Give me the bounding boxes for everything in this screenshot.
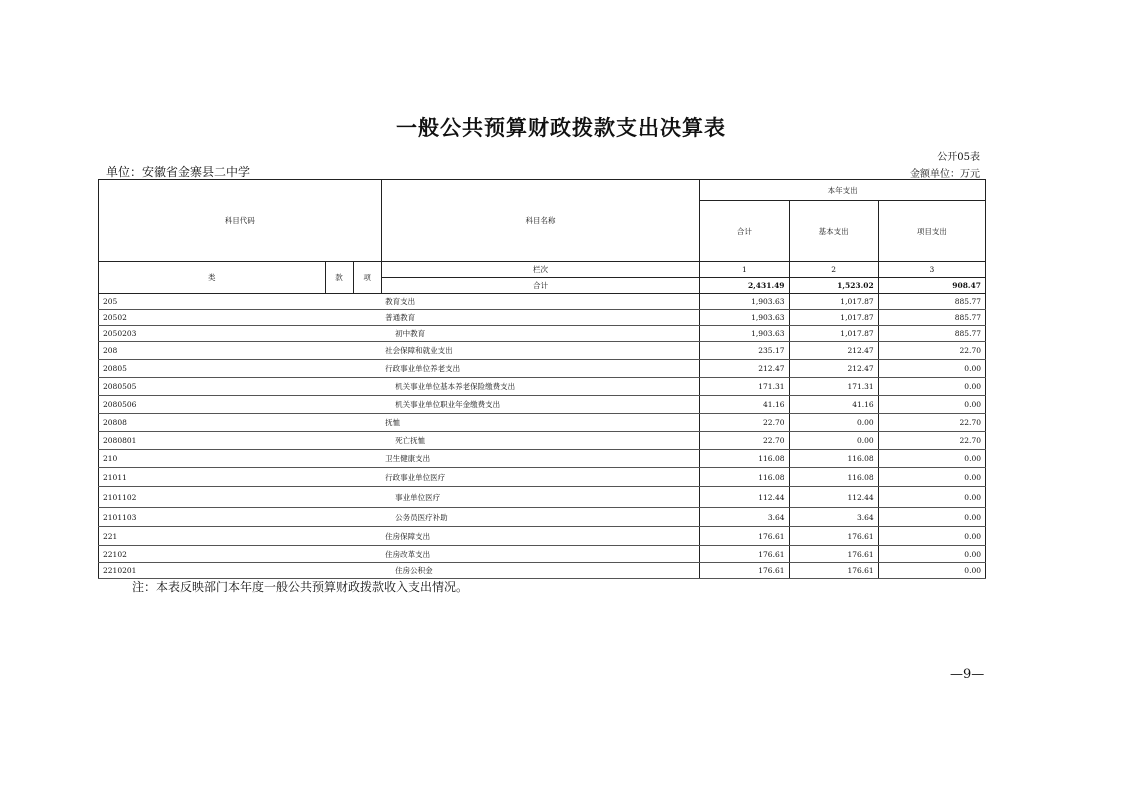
row-name: 死亡抚恤: [381, 432, 700, 450]
table-row: [99, 360, 986, 378]
row-basic: 116.08: [789, 450, 878, 468]
page-number: —9—: [950, 667, 985, 682]
row-basic: 112.44: [789, 487, 878, 508]
row-basic: 176.61: [789, 527, 878, 546]
form-number: 公开05表: [937, 152, 980, 163]
row-basic: 212.47: [789, 342, 878, 360]
row-project: 885.77: [878, 294, 985, 310]
row-total: 116.08: [700, 468, 789, 487]
header-project: 项目支出: [878, 201, 985, 262]
row-name: 机关事业单位职业年金缴费支出: [381, 396, 700, 414]
header-lei: 类: [99, 262, 326, 294]
col2-label: 2: [789, 262, 878, 278]
row-total: 22.70: [700, 414, 789, 432]
row-name: 住房保障支出: [381, 527, 700, 546]
row-name: 行政事业单位医疗: [381, 468, 700, 487]
row-project: 22.70: [878, 342, 985, 360]
row-basic: 0.00: [789, 432, 878, 450]
row-code: 2210201: [99, 563, 382, 579]
sum-label: 合计: [381, 278, 700, 294]
table-row: [99, 342, 986, 360]
table-row: [99, 414, 986, 432]
row-total: 235.17: [700, 342, 789, 360]
row-project: 22.70: [878, 432, 985, 450]
row-code: 22102: [99, 546, 382, 563]
row-code: 20502: [99, 310, 382, 326]
header-year-expense: 本年支出: [700, 180, 986, 201]
row-basic: 3.64: [789, 508, 878, 527]
row-code: 208: [99, 342, 382, 360]
row-basic: 1,017.87: [789, 294, 878, 310]
row-project: 0.00: [878, 508, 985, 527]
header-name: 科目名称: [381, 180, 700, 262]
row-name: 初中教育: [381, 326, 700, 342]
row-code: 2101103: [99, 508, 382, 527]
row-total: 112.44: [700, 487, 789, 508]
sum-project: 908.47: [878, 278, 985, 294]
table-row: [99, 432, 986, 450]
table-row: [99, 546, 986, 563]
row-name: 抚恤: [381, 414, 700, 432]
row-project: 0.00: [878, 563, 985, 579]
table-note: 注：本表反映部门本年度一般公共预算财政拨款收入支出情况。: [132, 580, 469, 594]
col1-label: 1: [700, 262, 789, 278]
row-code: 2080506: [99, 396, 382, 414]
row-project: 885.77: [878, 310, 985, 326]
row-name: 住房改革支出: [381, 546, 700, 563]
row-code: 210: [99, 450, 382, 468]
row-total: 171.31: [700, 378, 789, 396]
row-total: 1,903.63: [700, 310, 789, 326]
row-basic: 41.16: [789, 396, 878, 414]
row-total: 116.08: [700, 450, 789, 468]
row-total: 176.61: [700, 527, 789, 546]
page-title: 一般公共预算财政拨款支出决算表: [396, 115, 726, 140]
header-total: 合计: [700, 201, 789, 262]
row-code: 2080801: [99, 432, 382, 450]
table-row: [99, 396, 986, 414]
row-code: 2050203: [99, 326, 382, 342]
sum-total: 2,431.49: [700, 278, 789, 294]
row-project: 0.00: [878, 527, 985, 546]
row-project: 0.00: [878, 468, 985, 487]
row-name: 教育支出: [381, 294, 700, 310]
row-total: 1,903.63: [700, 294, 789, 310]
col3-label: 3: [878, 262, 985, 278]
sum-basic: 1,523.02: [789, 278, 878, 294]
row-code: 2101102: [99, 487, 382, 508]
row-name: 行政事业单位养老支出: [381, 360, 700, 378]
table-row: [99, 450, 986, 468]
table-row: [99, 563, 986, 579]
table-row: [99, 378, 986, 396]
row-name: 普通教育: [381, 310, 700, 326]
row-project: 0.00: [878, 450, 985, 468]
row-name: 机关事业单位基本养老保险缴费支出: [381, 378, 700, 396]
table-row: [99, 310, 986, 326]
row-basic: 1,017.87: [789, 310, 878, 326]
row-code: 2080505: [99, 378, 382, 396]
row-name: 社会保障和就业支出: [381, 342, 700, 360]
header-xiang: 项: [353, 262, 381, 294]
row-total: 22.70: [700, 432, 789, 450]
row-project: 885.77: [878, 326, 985, 342]
row-total: 41.16: [700, 396, 789, 414]
row-project: 0.00: [878, 487, 985, 508]
row-basic: 176.61: [789, 546, 878, 563]
table-row: [99, 326, 986, 342]
row-basic: 212.47: [789, 360, 878, 378]
row-total: 1,903.63: [700, 326, 789, 342]
table-body: [99, 294, 986, 579]
row-project: 0.00: [878, 360, 985, 378]
header-kuan: 款: [325, 262, 353, 294]
row-basic: 116.08: [789, 468, 878, 487]
header-basic: 基本支出: [789, 201, 878, 262]
row-name: 事业单位医疗: [381, 487, 700, 508]
expense-table: [98, 179, 986, 579]
unit-label: 单位：安徽省金寨县二中学: [106, 165, 251, 179]
row-name: 公务员医疗补助: [381, 508, 700, 527]
row-project: 22.70: [878, 414, 985, 432]
row-project: 0.00: [878, 396, 985, 414]
row-code: 221: [99, 527, 382, 546]
row-total: 3.64: [700, 508, 789, 527]
row-basic: 176.61: [789, 563, 878, 579]
amount-unit: 金额单位：万元: [910, 169, 980, 180]
table-row: [99, 294, 986, 310]
table-row: [99, 468, 986, 487]
row-basic: 1,017.87: [789, 326, 878, 342]
table-row: [99, 527, 986, 546]
row-code: 21011: [99, 468, 382, 487]
row-basic: 0.00: [789, 414, 878, 432]
row-total: 176.61: [700, 546, 789, 563]
table-row: [99, 487, 986, 508]
row-basic: 171.31: [789, 378, 878, 396]
row-project: 0.00: [878, 546, 985, 563]
row-code: 20805: [99, 360, 382, 378]
row-total: 176.61: [700, 563, 789, 579]
row-name: 卫生健康支出: [381, 450, 700, 468]
row-total: 212.47: [700, 360, 789, 378]
header-code: 科目代码: [99, 180, 382, 262]
column-row-label: 栏次: [381, 262, 700, 278]
row-name: 住房公积金: [381, 563, 700, 579]
row-code: 20808: [99, 414, 382, 432]
row-code: 205: [99, 294, 382, 310]
row-project: 0.00: [878, 378, 985, 396]
table-row: [99, 508, 986, 527]
